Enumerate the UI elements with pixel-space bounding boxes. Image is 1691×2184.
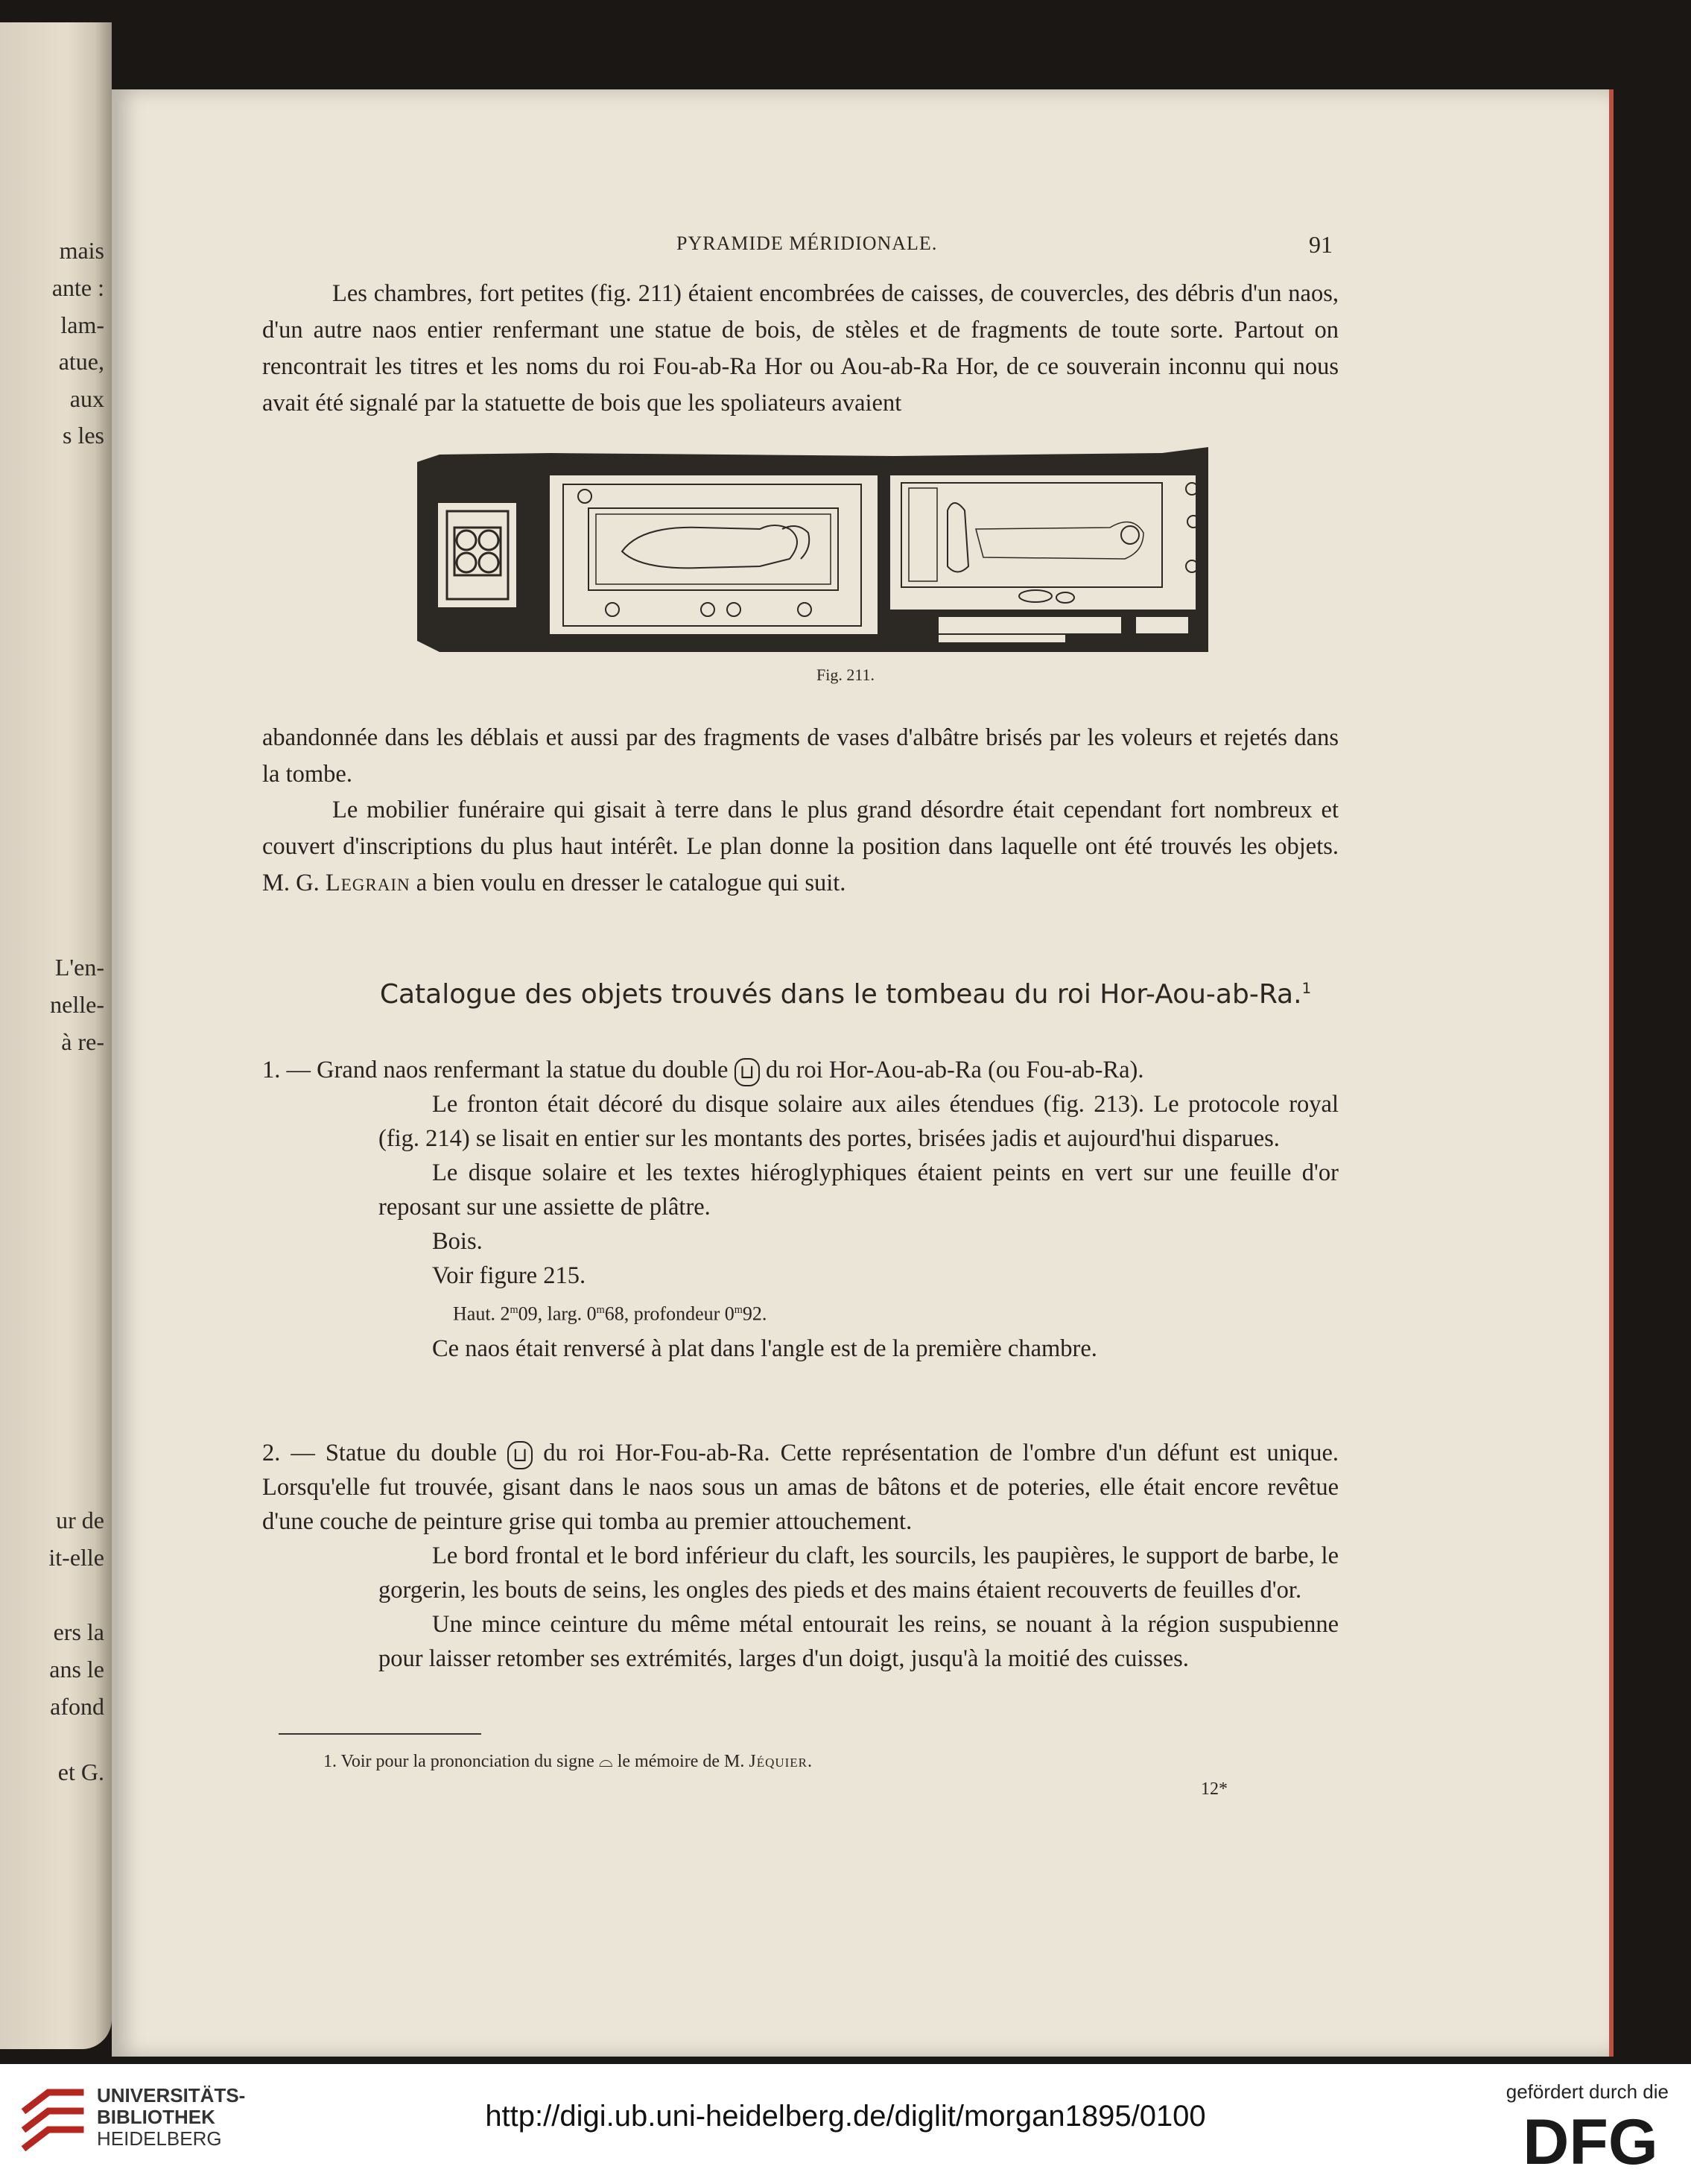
- funding-text: gefördert durch die: [1506, 2080, 1669, 2103]
- facing-page-fragment: L'en-: [54, 954, 104, 981]
- facing-page-fragment: afond: [50, 1693, 104, 1720]
- footnote: [323, 1752, 813, 1772]
- running-head: PYRAMIDE MÉRIDIONALE.: [676, 232, 938, 254]
- hieroglyph-sign-icon: ⌓: [598, 1752, 613, 1771]
- catalogue-title-text: Catalogue des objets trouvés dans le tombeau du roi Hor-Aou-ab-Ra.: [379, 979, 1302, 1010]
- ka-hieroglyph-icon: ⊔: [735, 1058, 760, 1086]
- library-name-line: HEIDELBERG: [97, 2127, 222, 2150]
- dfg-logo-text: DFG: [1523, 2110, 1658, 2170]
- author-jequier: Jéquier.: [749, 1752, 813, 1771]
- intro-paragraph: Les chambres, fort petites (fig. 211) étaient encombrées de caisses, de couvercles, des débris d'un naos, d'un autre naos entier renfermant une statue de bois, de stèles et de fragments de toute sorte. Partout on rencontrait les titres et les noms du roi Fou-ab-Ra Hor ou Aou-ab-Ra Hor, de ce souverain inconnu qui nous avait été signalé par la statuette de bois que les spoliateurs avaient: [262, 280, 1339, 417]
- footnote-marker: 1: [1301, 980, 1312, 997]
- dim-larg-value: 68, profondeur 0: [604, 1303, 735, 1325]
- facing-page-fragment: ur de: [56, 1507, 104, 1533]
- footnote-text-before: Voir pour la prononciation du signe: [340, 1752, 594, 1771]
- item-2-paragraph: Une mince ceinture du même métal entourait les reins, se nouant à la région suspubienne pour laisser retomber ses extrémités, larges d'un doigt, jusqu'à la moitié des cuisses.: [378, 1611, 1339, 1672]
- catalogue-item-2: [262, 1436, 1339, 1676]
- footnote-number: 1.: [323, 1752, 337, 1771]
- item-1-paragraph: Le fronton était décoré du disque solaire aux ailes étendues (fig. 213). Le protocole royal (fig. 214) se lisait en entier sur les montants des portes, brisées jadis et aujourd'hui disparues.: [378, 1091, 1339, 1152]
- library-name-line: BIBLIOTHEK: [97, 2106, 215, 2128]
- catalogue-title: [0, 979, 1691, 1010]
- item-1-material: Bois.: [432, 1228, 483, 1255]
- item-2-body: [378, 1539, 1339, 1676]
- item-number: 1.: [262, 1057, 281, 1083]
- dim-haut-label: Haut. 2: [453, 1303, 510, 1325]
- facing-page-fragment: it-elle: [48, 1544, 104, 1571]
- ka-hieroglyph-icon: ⊔: [507, 1441, 533, 1469]
- facing-page-fragment: s les: [63, 422, 104, 449]
- item-1-lead: [262, 1053, 1339, 1087]
- facing-page-fragment: à re-: [61, 1028, 104, 1055]
- facing-page-fragment: lam-: [60, 311, 104, 338]
- item-2-lead-before: — Statue du double: [291, 1440, 497, 1466]
- page-number: 91: [1309, 231, 1333, 258]
- item-2-paragraph: Le bord frontal et le bord inférieur du claft, les sourcils, les paupières, le support de barbe, le gorgerin, les bouts de seins, les ongles des pieds et des mains étaient recouverts de feuilles d'or.: [378, 1542, 1339, 1604]
- facing-page-fragment: ans le: [49, 1656, 104, 1683]
- item-1-closing: Ce naos était renversé à plat dans l'angle est de la première chambre.: [432, 1335, 1097, 1362]
- dim-unit: m: [510, 1304, 518, 1316]
- item-1-dimensions: [453, 1293, 1339, 1332]
- dim-prof-value: 92.: [742, 1303, 767, 1325]
- catalogue-item-1: [262, 1053, 1339, 1366]
- item-1-body: [378, 1087, 1339, 1366]
- item-2-lead-after: du roi Hor-Fou-ab-Ra. Cette représentation de l'ombre d'un défunt est unique. Lorsqu'elle fut trouvée, gisant dans le naos sous un amas de bâtons et de poteries, elle était encore revêtue d'une couche de peinture grise qui tomba au premier attouchement.: [262, 1440, 1339, 1535]
- dim-haut-value: 09, larg. 0: [518, 1303, 597, 1325]
- mobilier-text-before: Le mobilier funéraire qui gisait à terre dans le plus grand désordre était cependant fort nombreux et couvert d'inscriptions du plus haut intérêt. Le plan donne la position dans laquelle ont été trouvés les objets. M. G.: [262, 797, 1339, 896]
- facing-page-fragment: mais: [59, 237, 104, 264]
- permalink-url[interactable]: http://digi.ub.uni-heidelberg.de/diglit/morgan1895/0100: [485, 2100, 1206, 2133]
- tomb-plan-drawing: [417, 447, 1208, 652]
- dim-unit: m: [596, 1304, 605, 1316]
- item-1-lead-after: du roi Hor-Aou-ab-Ra (ou Fou-ab-Ra).: [765, 1057, 1144, 1083]
- item-1-lead-before: — Grand naos renfermant la statue du double: [286, 1057, 729, 1083]
- facing-page-fragment: ers la: [53, 1618, 104, 1645]
- facing-page-fragment: atue,: [58, 348, 104, 375]
- footnote-rule: [279, 1733, 481, 1735]
- footnote-text-after: le mémoire de M.: [617, 1752, 745, 1771]
- mobilier-text-after: a bien voulu en dresser le catalogue qui suit.: [410, 870, 846, 896]
- item-1-figure-ref: Voir figure 215.: [432, 1262, 586, 1289]
- left-page-edge: [0, 22, 112, 2049]
- item-1-paragraph: Le disque solaire et les textes hiéroglyphiques étaient peints en vert sur une feuille d'or reposant sur une assiette de plâtre.: [378, 1159, 1339, 1221]
- dfg-logo-icon[interactable]: [1512, 2110, 1669, 2170]
- dim-unit: m: [734, 1304, 743, 1316]
- viewer-footer: [0, 2064, 1691, 2184]
- continuation-paragraph: abandonnée dans les déblais et aussi par des fragments de vases d'albâtre brisés par les voleurs et rejetés dans la tombe.: [262, 724, 1339, 788]
- facing-page-fragment: nelle-: [50, 991, 104, 1018]
- author-legrain: Legrain: [325, 870, 410, 896]
- facing-page-fragment: aux: [69, 385, 104, 412]
- item-2-lead: [262, 1436, 1339, 1539]
- figure-211-tomb-plan: [417, 440, 1208, 652]
- page-header: [0, 232, 1691, 262]
- facing-page-fragment: et G.: [57, 1759, 104, 1785]
- facing-page-fragment: ante :: [51, 274, 104, 301]
- library-name-line: UNIVERSITÄTS-: [97, 2084, 246, 2107]
- printer-signature: 12*: [1201, 1779, 1228, 1799]
- item-number: 2.: [262, 1440, 281, 1466]
- mobilier-paragraph: [262, 792, 1339, 902]
- figure-caption: Fig. 211.: [816, 665, 875, 684]
